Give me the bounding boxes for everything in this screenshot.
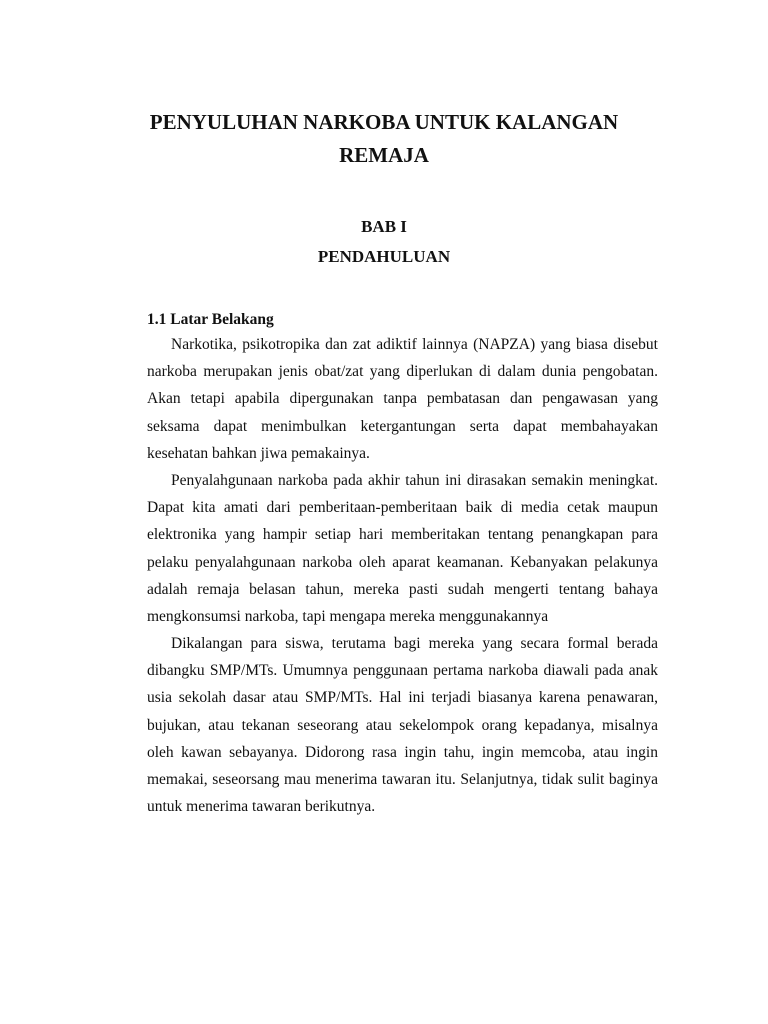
section-heading: 1.1 Latar Belakang	[147, 311, 274, 328]
text-line: Dikalangan para siswa, terutama bagi mereka yang secara formal berada	[171, 635, 658, 653]
document-title-line-1: PENYULUHAN NARKOBA UNTUK KALANGAN	[149, 110, 619, 134]
paragraph	[147, 467, 658, 630]
text-line: Akan tetapi apabila dipergunakan tanpa pembatasan dan pengawasan yang	[147, 390, 658, 408]
paragraph	[147, 630, 658, 820]
text-line: elektronika yang hampir setiap hari memberitakan tentang penangkapan para	[147, 526, 658, 544]
chapter-number: BAB I	[361, 217, 407, 236]
text-line: pelaku penyalahgunaan narkoba oleh aparat keamanan. Kebanyakan pelakunya	[147, 553, 658, 571]
text-line: mengkonsumsi narkoba, tapi mengapa mereka menggunakannya	[147, 607, 549, 625]
document-title-line-2: REMAJA	[339, 143, 429, 167]
text-line: kesehatan bahkan jiwa pemakainya.	[147, 444, 370, 462]
body-text	[147, 331, 658, 820]
text-line: untuk menerima tawaran berikutnya.	[147, 798, 376, 816]
text-line: oleh kawan sebayanya. Didorong rasa ingin tahu, ingin memcoba, atau ingin	[147, 743, 658, 761]
text-line: Dapat kita amati dari pemberitaan-pemberitaan baik di media cetak maupun	[147, 499, 658, 517]
text-line: seksama dapat menimbulkan ketergantungan serta dapat membahayakan	[147, 417, 658, 435]
text-line: Penyalahgunaan narkoba pada akhir tahun ini dirasakan semakin meningkat.	[171, 471, 658, 489]
text-line: usia sekolah dasar atau SMP/MTs. Hal ini terjadi biasanya karena penawaran,	[147, 689, 658, 707]
text-line: adalah remaja belasan tahun, mereka pasti sudah mengerti tentang bahaya	[147, 580, 658, 598]
text-line: bujukan, atau tekanan seseorang atau sekelompok orang kepadanya, misalnya	[147, 716, 658, 734]
text-line: narkoba merupakan jenis obat/zat yang diperlukan di dalam dunia pengobatan.	[147, 363, 658, 381]
chapter-title: PENDAHULUAN	[317, 247, 451, 266]
text-line: Narkotika, psikotropika dan zat adiktif lainnya (NAPZA) yang biasa disebut	[171, 336, 658, 353]
paragraph	[147, 331, 658, 467]
text-line: dibangku SMP/MTs. Umumnya penggunaan pertama narkoba diawali pada anak	[147, 662, 658, 680]
text-line: memakai, seseorsang mau menerima tawaran itu. Selanjutnya, tidak sulit baginya	[147, 771, 658, 788]
